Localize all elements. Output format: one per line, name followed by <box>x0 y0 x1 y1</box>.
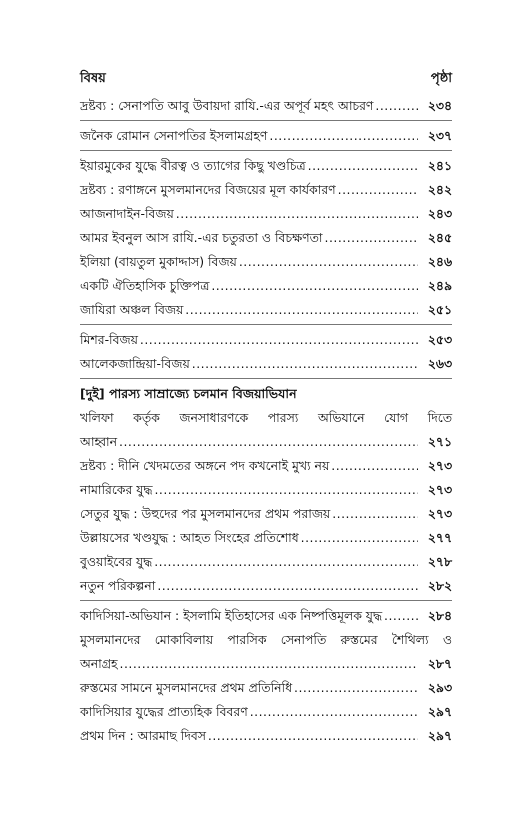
entry-page: ২৮৭ <box>427 656 452 671</box>
entry-page: ২৭১ <box>427 434 452 449</box>
leader-dots <box>176 202 418 226</box>
leader-dots <box>331 454 418 478</box>
entry-page: ২৯৩ <box>427 680 452 695</box>
toc-page <box>80 68 452 748</box>
toc-entry[interactable] <box>80 724 452 748</box>
entry-page: ২৪৬ <box>427 254 452 269</box>
entry-page: ২৪৯ <box>427 278 452 293</box>
entry-page: ২৭৩ <box>427 458 452 473</box>
toc-entry[interactable] <box>80 250 452 274</box>
divider <box>80 150 452 151</box>
entry-title: নতুন পরিকল্পনা <box>80 578 156 593</box>
entry-page: ২৪১ <box>427 158 452 173</box>
entry-title: কাদিসিয়া-অভিযান : ইসলামি ইতিহাসের এক নিষ্পত্তিমূলক যুদ্ধ <box>80 608 383 623</box>
entry-title: উল্লায়সের খণ্ডযুদ্ধ : আহত সিংহের প্রতিশোধ <box>80 530 299 545</box>
toc-entry[interactable] <box>80 454 452 478</box>
leader-dots <box>211 274 418 298</box>
entry-title-line-1[interactable]: খলিফা কর্তৃক জনসাধারণকে পারস্য অভিযানে যোগ দিতে <box>80 410 452 425</box>
entry-title: সেতুর যুদ্ধ : উহুদের পর মুসলমানদের প্রথম পরাজয় <box>80 506 331 521</box>
entry-title: ইয়ারমুকের যুদ্ধে বীরত্ব ও ত্যাগের কিছু খণ্ডচিত্র <box>80 158 306 173</box>
toc-group-2 <box>80 328 452 376</box>
entry-title: বুওয়াইবের যুদ্ধ <box>80 554 153 569</box>
entry-page: ২৭৩ <box>427 506 452 521</box>
toc-entry[interactable] <box>80 298 452 322</box>
leader-dots <box>140 328 418 352</box>
divider <box>80 378 452 379</box>
section-title: [দুই] পারস্য সাম্রাজ্যে চলমান বিজয়াভিযান <box>80 386 297 401</box>
leader-dots <box>269 124 418 148</box>
entry-title: আমর ইবনুল আস রাযি.-এর চতুরতা ও বিচক্ষণতা <box>80 230 323 245</box>
toc-entry[interactable] <box>80 124 452 148</box>
toc-group-3 <box>80 406 452 598</box>
entry-title: মিশর-বিজয় <box>80 332 138 347</box>
entry-title: দ্রষ্টব্য : সেনাপতি আবু উবায়দা রাযি.-এর অপূর্ব মহৎ আচরণ <box>80 98 374 113</box>
toc-entry[interactable] <box>80 274 452 298</box>
page-heading: পৃষ্ঠা <box>430 71 452 86</box>
entry-page: ২৪২ <box>427 182 452 197</box>
toc-entry[interactable] <box>80 526 452 550</box>
leader-dots <box>325 226 419 250</box>
toc-entry[interactable] <box>80 202 452 226</box>
entry-page: ২৪৩ <box>427 206 452 221</box>
toc-entry[interactable] <box>80 430 452 454</box>
leader-dots <box>119 430 418 454</box>
entry-title: একটি ঐতিহাসিক চুক্তিপত্র <box>80 278 210 293</box>
entry-page: ২৮২ <box>427 578 452 593</box>
toc-entry[interactable] <box>80 604 452 628</box>
leader-dots <box>154 478 418 502</box>
entry-title: আলেকজান্দ্রিয়া-বিজয় <box>80 356 190 371</box>
leader-dots <box>120 652 418 676</box>
entry-page: ২৮৪ <box>427 608 452 623</box>
entry-title-line-2: অনাগ্রহ <box>80 656 118 671</box>
divider <box>80 600 452 601</box>
leader-dots <box>332 502 418 526</box>
entry-title: জাযিরা অঞ্চল বিজয় <box>80 302 184 317</box>
entry-page: ২৩৪ <box>427 98 452 113</box>
leader-dots <box>294 676 418 700</box>
entry-page: ২৫১ <box>427 302 452 317</box>
entry-page: ২৬৩ <box>427 356 452 371</box>
leader-dots <box>192 352 418 376</box>
toc-group-1 <box>80 94 452 322</box>
leader-dots <box>185 298 418 322</box>
leader-dots <box>208 724 418 748</box>
toc-entry[interactable] <box>80 550 452 574</box>
leader-dots <box>239 250 418 274</box>
entry-page: ২৯৭ <box>427 704 452 719</box>
leader-dots <box>338 178 418 202</box>
toc-entry[interactable] <box>80 352 452 376</box>
leader-dots <box>308 154 418 178</box>
leader-dots <box>384 604 418 628</box>
leader-dots <box>301 526 418 550</box>
leader-dots <box>375 94 418 118</box>
entry-title-line-1[interactable]: মুসলমানদের মোকাবিলায় পারসিক সেনাপতি রুস্তমের শৈথিল্য ও <box>80 632 452 647</box>
divider <box>80 324 452 325</box>
entry-title: ইলিয়া (বায়তুল মুকাদ্দাস) বিজয় <box>80 254 237 269</box>
leader-dots <box>250 700 418 724</box>
entry-title: কাদিসিয়ার যুদ্ধের প্রাত্যহিক বিবরণ <box>80 704 248 719</box>
entry-page: ২৭৩ <box>427 482 452 497</box>
leader-dots <box>154 550 418 574</box>
entry-title: রুস্তমের সামনে মুসলমানদের প্রথম প্রতিনিধি <box>80 680 293 695</box>
entry-page: ২৯৭ <box>427 728 452 743</box>
entry-page: ২৫৩ <box>427 332 452 347</box>
entry-page: ২৪৫ <box>427 230 452 245</box>
toc-header <box>80 68 452 90</box>
toc-entry[interactable] <box>80 328 452 352</box>
toc-entry[interactable] <box>80 502 452 526</box>
toc-group-4 <box>80 604 452 748</box>
entry-title: আজনাদাইন-বিজয় <box>80 206 174 221</box>
entry-title: জনৈক রোমান সেনাপতির ইসলামগ্রহণ <box>80 128 268 143</box>
toc-entry[interactable] <box>80 574 452 598</box>
leader-dots <box>157 574 418 598</box>
entry-page: ২৩৭ <box>427 128 452 143</box>
entry-title: দ্রষ্টব্য : দীনি খেদমতের অঙ্গনে পদ কখনোই মুখ্য নয় <box>80 458 330 473</box>
toc-entry[interactable] <box>80 700 452 724</box>
toc-entry[interactable] <box>80 178 452 202</box>
toc-entry[interactable] <box>80 154 452 178</box>
entry-title: দ্রষ্টব্য : রণাঙ্গনে মুসলমানদের বিজয়ের মূল কার্যকারণ <box>80 182 336 197</box>
toc-entry[interactable] <box>80 652 452 676</box>
entry-title: প্রথম দিন : আরমাছ দিবস <box>80 728 206 743</box>
toc-entry[interactable] <box>80 676 452 700</box>
divider <box>80 120 452 121</box>
toc-entry[interactable] <box>80 226 452 250</box>
subject-heading: বিষয় <box>80 71 106 86</box>
entry-page: ২৭৮ <box>427 554 452 569</box>
entry-title: নামারিকের যুদ্ধ <box>80 482 153 497</box>
toc-entry[interactable] <box>80 478 452 502</box>
toc-entry[interactable] <box>80 94 452 118</box>
entry-title-line-2: আহ্বান <box>80 434 118 449</box>
entry-page: ২৭৭ <box>427 530 452 545</box>
